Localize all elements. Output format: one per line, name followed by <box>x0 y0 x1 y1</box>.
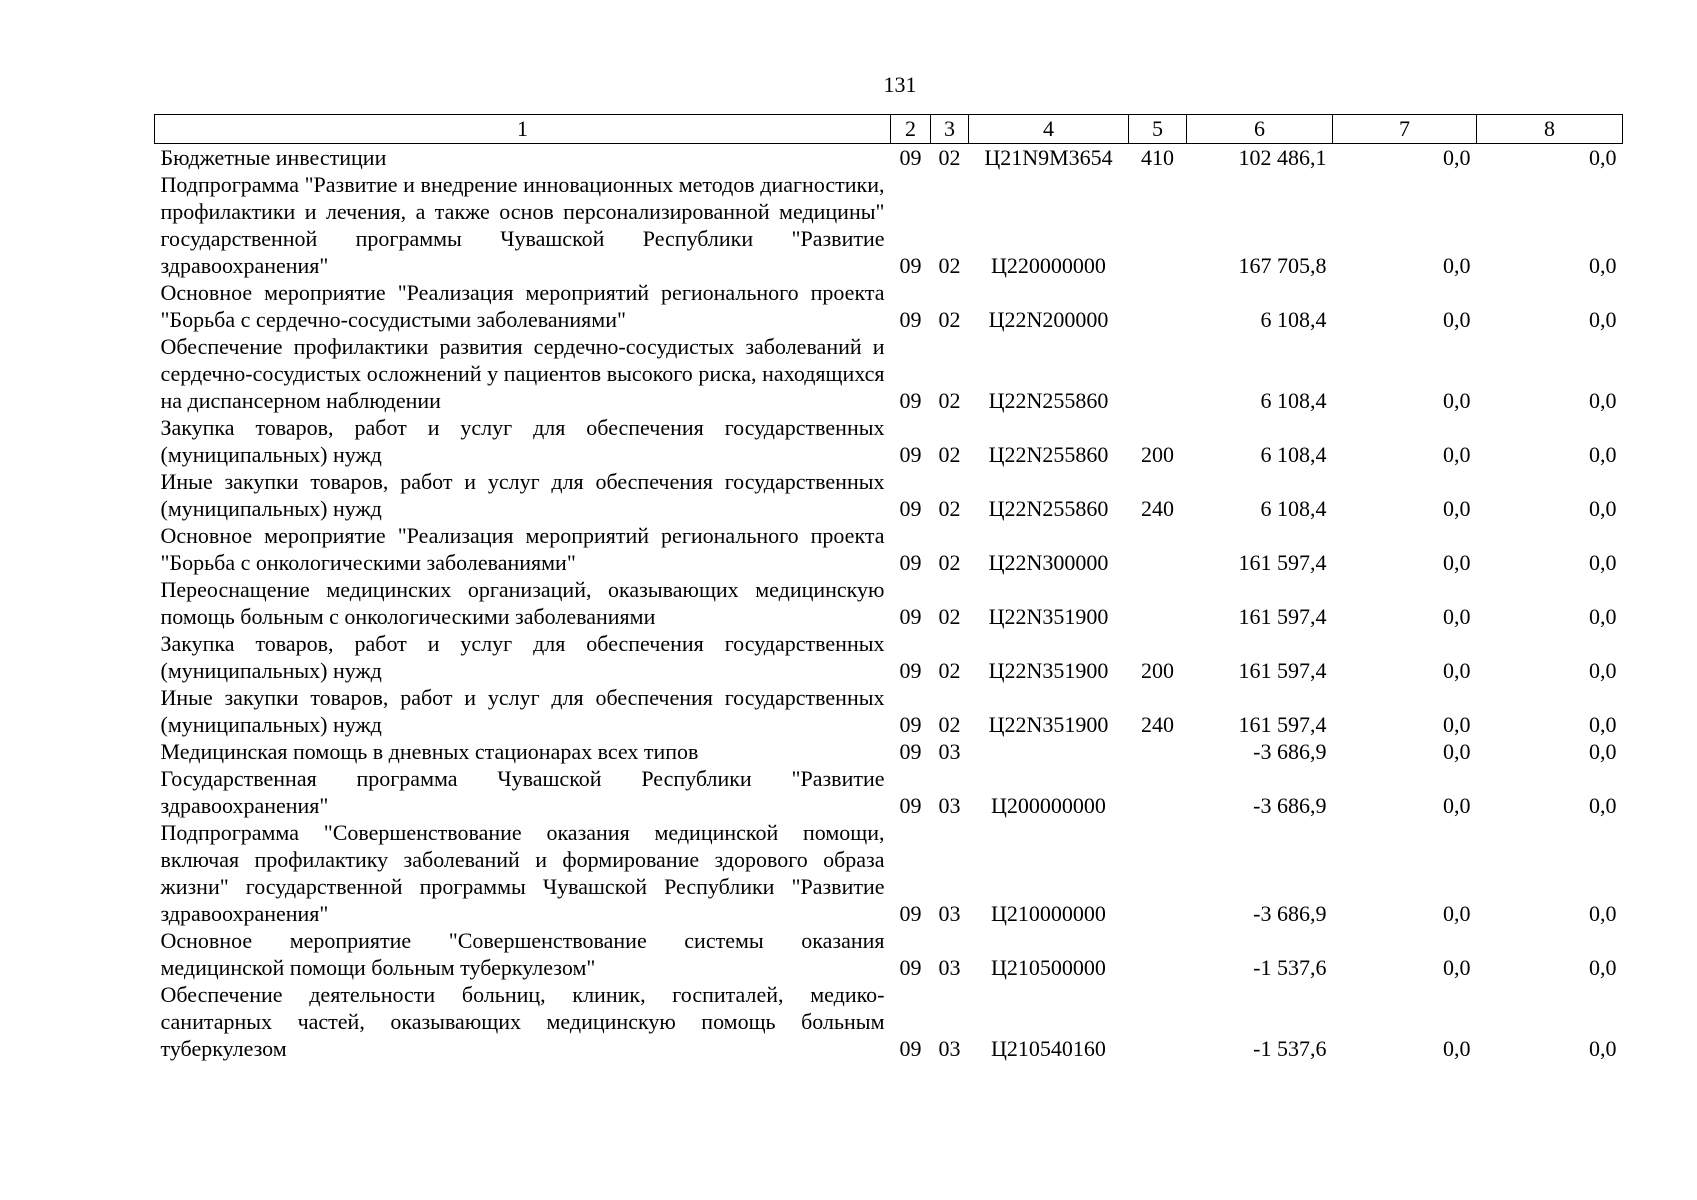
row-expense-type <box>1129 981 1187 1062</box>
row-description: Закупка товаров, работ и услуг для обеспечения государственных (муниципальных) нужд <box>160 631 885 683</box>
row-expense-type <box>1129 333 1187 414</box>
row-target-article: Ц22N255860 <box>988 388 1109 413</box>
row-amount-col7: 0,0 <box>1443 793 1471 818</box>
row-section: 09 <box>899 712 922 737</box>
row-amount-col6: -3 686,9 <box>1253 901 1327 926</box>
page-number: 131 <box>883 72 917 97</box>
table-row <box>155 333 1623 414</box>
row-target-article <box>969 738 1129 765</box>
header-col-3: 3 <box>931 115 969 144</box>
header-col-4: 4 <box>969 115 1129 144</box>
row-expense-type <box>1129 522 1187 576</box>
row-expense-type <box>1129 738 1187 765</box>
row-amount-col8: 0,0 <box>1589 739 1617 764</box>
row-section: 09 <box>899 388 922 413</box>
row-expense-type: 200 <box>1141 442 1174 467</box>
table-header <box>155 115 1623 144</box>
row-subsection: 02 <box>938 253 961 278</box>
header-col-5: 5 <box>1129 115 1187 144</box>
row-expense-type <box>1129 819 1187 927</box>
row-section: 09 <box>899 550 922 575</box>
row-description: Подпрограмма "Развитие и внедрение инновационных методов диагностики, профилактики и лечения, а также основ персонализированной медицины" государственной программы Чувашской Республики "Развитие здравоохранения" <box>160 172 885 278</box>
row-target-article: Ц210000000 <box>991 901 1106 926</box>
row-amount-col7: 0,0 <box>1443 739 1471 764</box>
row-expense-type <box>1129 171 1187 279</box>
row-amount-col6: -3 686,9 <box>1253 739 1327 764</box>
row-subsection: 03 <box>938 955 961 980</box>
row-section: 09 <box>899 658 922 683</box>
row-amount-col6: -3 686,9 <box>1253 793 1327 818</box>
table-row <box>155 468 1623 522</box>
row-amount-col6: 6 108,4 <box>1260 496 1327 521</box>
table-row <box>155 684 1623 738</box>
row-amount-col6: 161 597,4 <box>1238 712 1327 737</box>
row-target-article: Ц22N255860 <box>988 442 1109 467</box>
row-description: Переоснащение медицинских организаций, оказывающих медицинскую помощь больным с онкологическими заболеваниями <box>160 577 885 629</box>
row-section: 09 <box>899 901 922 926</box>
row-amount-col6: 167 705,8 <box>1238 253 1327 278</box>
row-amount-col8: 0,0 <box>1589 307 1617 332</box>
table-row <box>155 765 1623 819</box>
row-expense-type: 240 <box>1141 712 1174 737</box>
row-target-article: Ц22N200000 <box>988 307 1109 332</box>
row-amount-col7: 0,0 <box>1443 307 1471 332</box>
row-amount-col7: 0,0 <box>1443 658 1471 683</box>
table-row <box>155 927 1623 981</box>
row-description: Бюджетные инвестиции <box>160 145 387 170</box>
row-amount-col7: 0,0 <box>1443 550 1471 575</box>
row-subsection: 02 <box>938 658 961 683</box>
row-description: Иные закупки товаров, работ и услуг для обеспечения государственных (муниципальных) нужд <box>160 685 885 737</box>
row-amount-col6: 161 597,4 <box>1238 658 1327 683</box>
row-target-article: Ц22N255860 <box>988 496 1109 521</box>
header-col-2: 2 <box>891 115 931 144</box>
row-amount-col6: 161 597,4 <box>1238 550 1327 575</box>
row-section: 09 <box>899 307 922 332</box>
row-section: 09 <box>899 253 922 278</box>
row-expense-type: 240 <box>1141 496 1174 521</box>
row-description: Основное мероприятие "Совершенствование системы оказания медицинской помощи больным туберкулезом" <box>160 928 885 980</box>
row-description: Государственная программа Чувашской Республики "Развитие здравоохранения" <box>160 766 885 818</box>
row-amount-col7: 0,0 <box>1443 604 1471 629</box>
row-target-article: Ц200000000 <box>991 793 1106 818</box>
row-amount-col7: 0,0 <box>1443 145 1471 170</box>
table-row <box>155 630 1623 684</box>
row-amount-col7: 0,0 <box>1443 442 1471 467</box>
row-subsection: 02 <box>938 307 961 332</box>
row-amount-col8: 0,0 <box>1589 793 1617 818</box>
budget-table <box>154 114 1623 1062</box>
row-amount-col7: 0,0 <box>1443 253 1471 278</box>
row-amount-col7: 0,0 <box>1443 388 1471 413</box>
row-target-article: Ц220000000 <box>991 253 1106 278</box>
row-amount-col8: 0,0 <box>1589 604 1617 629</box>
table-row <box>155 738 1623 765</box>
row-amount-col6: 6 108,4 <box>1260 442 1327 467</box>
table-body <box>155 144 1623 1063</box>
header-col-8: 8 <box>1477 115 1623 144</box>
row-description: Иные закупки товаров, работ и услуг для обеспечения государственных (муниципальных) нужд <box>160 469 885 521</box>
row-subsection: 03 <box>938 793 961 818</box>
row-section: 09 <box>899 442 922 467</box>
row-section: 09 <box>899 1036 922 1061</box>
row-description: Обеспечение деятельности больниц, клиник, госпиталей, медико-санитарных частей, оказывающих медицинскую помощь больным туберкулезом <box>160 982 885 1061</box>
table-row <box>155 279 1623 333</box>
row-subsection: 02 <box>938 550 961 575</box>
row-amount-col8: 0,0 <box>1589 658 1617 683</box>
row-description: Основное мероприятие "Реализация мероприятий регионального проекта "Борьба с онкологическими заболеваниями" <box>160 523 885 575</box>
row-amount-col6: -1 537,6 <box>1253 1036 1327 1061</box>
row-target-article: Ц210500000 <box>991 955 1106 980</box>
row-description: Основное мероприятие "Реализация мероприятий регионального проекта "Борьба с сердечно-сосудистыми заболеваниями" <box>160 280 885 332</box>
row-subsection: 03 <box>938 739 961 764</box>
row-subsection: 03 <box>938 1036 961 1061</box>
row-target-article: Ц22N351900 <box>988 712 1109 737</box>
header-col-6: 6 <box>1187 115 1333 144</box>
row-expense-type <box>1129 927 1187 981</box>
row-amount-col7: 0,0 <box>1443 901 1471 926</box>
table-row <box>155 819 1623 927</box>
row-description: Медицинская помощь в дневных стационарах всех типов <box>160 739 699 764</box>
row-expense-type <box>1129 576 1187 630</box>
table-row <box>155 522 1623 576</box>
row-target-article: Ц21N9М3654 <box>984 145 1113 170</box>
row-description: Подпрограмма "Совершенствование оказания медицинской помощи, включая профилактику заболеваний и формирование здорового образа жизни" государственной программы Чувашской Республики "Развитие здравоохранения" <box>160 820 885 926</box>
row-subsection: 03 <box>938 901 961 926</box>
row-subsection: 02 <box>938 388 961 413</box>
table-row <box>155 414 1623 468</box>
row-target-article: Ц22N351900 <box>988 604 1109 629</box>
row-amount-col6: 6 108,4 <box>1260 307 1327 332</box>
row-section: 09 <box>899 145 922 170</box>
row-amount-col8: 0,0 <box>1589 712 1617 737</box>
row-target-article: Ц22N351900 <box>988 658 1109 683</box>
row-section: 09 <box>899 955 922 980</box>
row-amount-col8: 0,0 <box>1589 955 1617 980</box>
row-amount-col8: 0,0 <box>1589 388 1617 413</box>
row-amount-col7: 0,0 <box>1443 496 1471 521</box>
row-expense-type: 200 <box>1141 658 1174 683</box>
row-target-article: Ц22N300000 <box>988 550 1109 575</box>
row-amount-col6: 6 108,4 <box>1260 388 1327 413</box>
row-amount-col8: 0,0 <box>1589 253 1617 278</box>
table-row <box>155 171 1623 279</box>
row-section: 09 <box>899 739 922 764</box>
header-col-7: 7 <box>1333 115 1477 144</box>
row-amount-col8: 0,0 <box>1589 901 1617 926</box>
row-subsection: 02 <box>938 604 961 629</box>
row-amount-col8: 0,0 <box>1589 496 1617 521</box>
row-target-article: Ц210540160 <box>991 1036 1106 1061</box>
row-description: Обеспечение профилактики развития сердечно-сосудистых заболеваний и сердечно-сосудистых осложнений у пациентов высокого риска, находящихся на диспансерном наблюдении <box>160 334 885 413</box>
row-expense-type <box>1129 765 1187 819</box>
row-section: 09 <box>899 793 922 818</box>
row-expense-type <box>1129 279 1187 333</box>
table-row <box>155 981 1623 1062</box>
row-amount-col7: 0,0 <box>1443 955 1471 980</box>
row-amount-col6: -1 537,6 <box>1253 955 1327 980</box>
row-expense-type: 410 <box>1141 145 1174 170</box>
row-amount-col6: 102 486,1 <box>1238 145 1327 170</box>
row-section: 09 <box>899 604 922 629</box>
table-row <box>155 144 1623 172</box>
row-amount-col8: 0,0 <box>1589 1036 1617 1061</box>
row-amount-col6: 161 597,4 <box>1238 604 1327 629</box>
row-amount-col8: 0,0 <box>1589 550 1617 575</box>
row-amount-col8: 0,0 <box>1589 145 1617 170</box>
row-subsection: 02 <box>938 496 961 521</box>
table-row <box>155 576 1623 630</box>
row-subsection: 02 <box>938 442 961 467</box>
row-description: Закупка товаров, работ и услуг для обеспечения государственных (муниципальных) нужд <box>160 415 885 467</box>
row-amount-col7: 0,0 <box>1443 712 1471 737</box>
header-col-1: 1 <box>155 115 891 144</box>
row-subsection: 02 <box>938 145 961 170</box>
row-section: 09 <box>899 496 922 521</box>
row-subsection: 02 <box>938 712 961 737</box>
row-amount-col8: 0,0 <box>1589 442 1617 467</box>
row-amount-col7: 0,0 <box>1443 1036 1471 1061</box>
